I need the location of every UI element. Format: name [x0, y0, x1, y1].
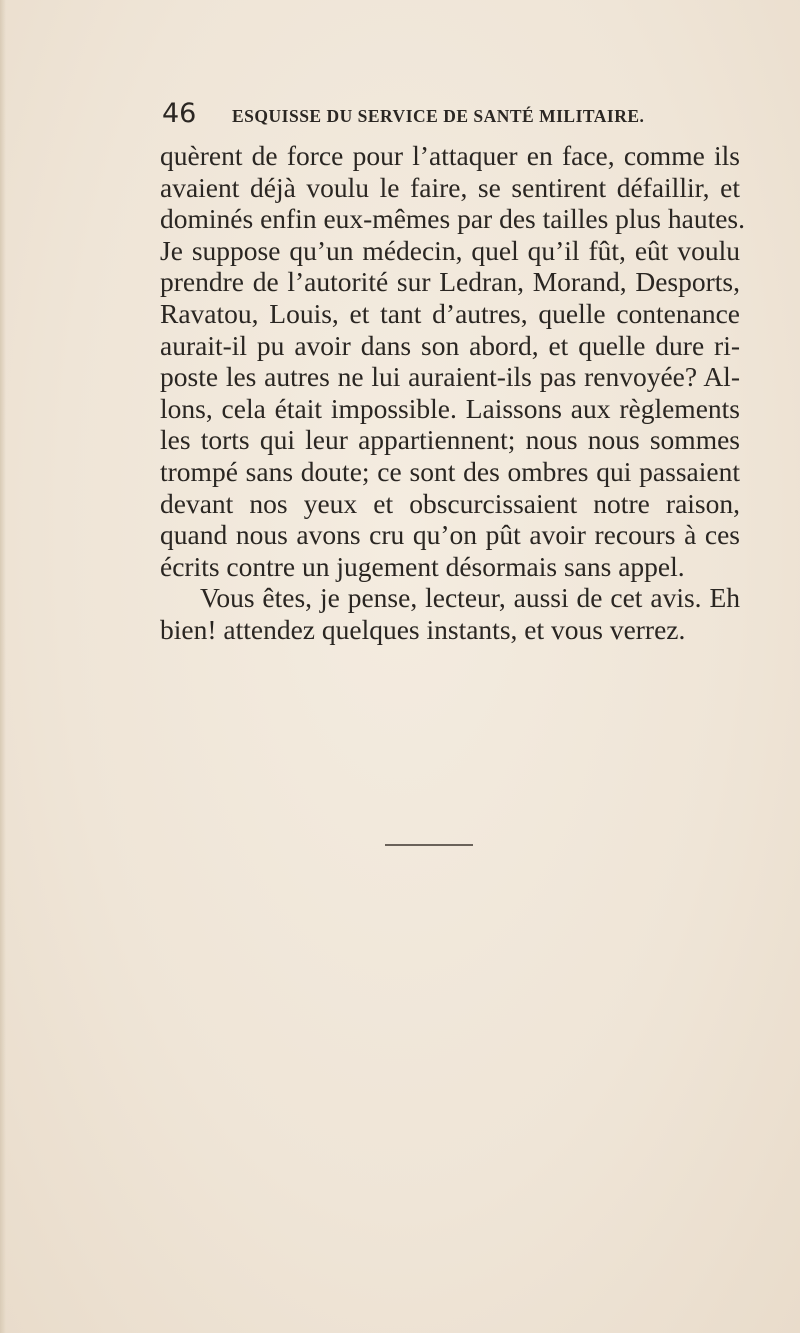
- page-header: [162, 98, 682, 134]
- running-title: ESQUISSE DU SERVICE DE SANTÉ MILITAIRE.: [232, 106, 645, 126]
- text-line: les torts qui leur appartiennent; nous nous sommes: [160, 424, 740, 456]
- section-end-rule: [385, 844, 473, 846]
- text-line: Ravatou, Louis, et tant d’autres, quelle contenance: [160, 297, 740, 329]
- text-line: poste les autres ne lui auraient-ils pas renvoyée? Al-: [160, 361, 740, 393]
- text-line: bien! attendez quelques instants, et vous verrez.: [160, 613, 686, 645]
- text-line: lons, cela était impossible. Laissons aux règlements: [160, 392, 740, 424]
- text-line: avaient déjà voulu le faire, se sentirent défaillir, et: [160, 171, 740, 203]
- page-edge-shadow: [0, 0, 6, 1333]
- text-line: quèrent de force pour l’attaquer en face, comme ils: [160, 140, 740, 171]
- body-paragraphs: [160, 140, 745, 646]
- text-line: Vous êtes, je pense, lecteur, aussi de cet avis. Eh: [200, 582, 740, 614]
- text-line: trompé sans doute; ce sont des ombres qui passaient: [160, 455, 740, 487]
- text-line: devant nos yeux et obscurcissaient notre raison,: [160, 487, 740, 519]
- text-line: Je suppose qu’un médecin, quel qu’il fût, eût voulu: [160, 234, 740, 266]
- text-line: dominés enfin eux-mêmes par des tailles plus hautes.: [160, 203, 745, 235]
- text-line: prendre de l’autorité sur Ledran, Morand, Desports,: [160, 266, 740, 298]
- text-line: aurait-il pu avoir dans son abord, et quelle dure ri-: [160, 329, 740, 361]
- text-line: quand nous avons cru qu’on pût avoir recours à ces: [160, 519, 740, 551]
- page-number: 46: [162, 98, 197, 129]
- text-line: écrits contre un jugement désormais sans appel.: [160, 550, 685, 582]
